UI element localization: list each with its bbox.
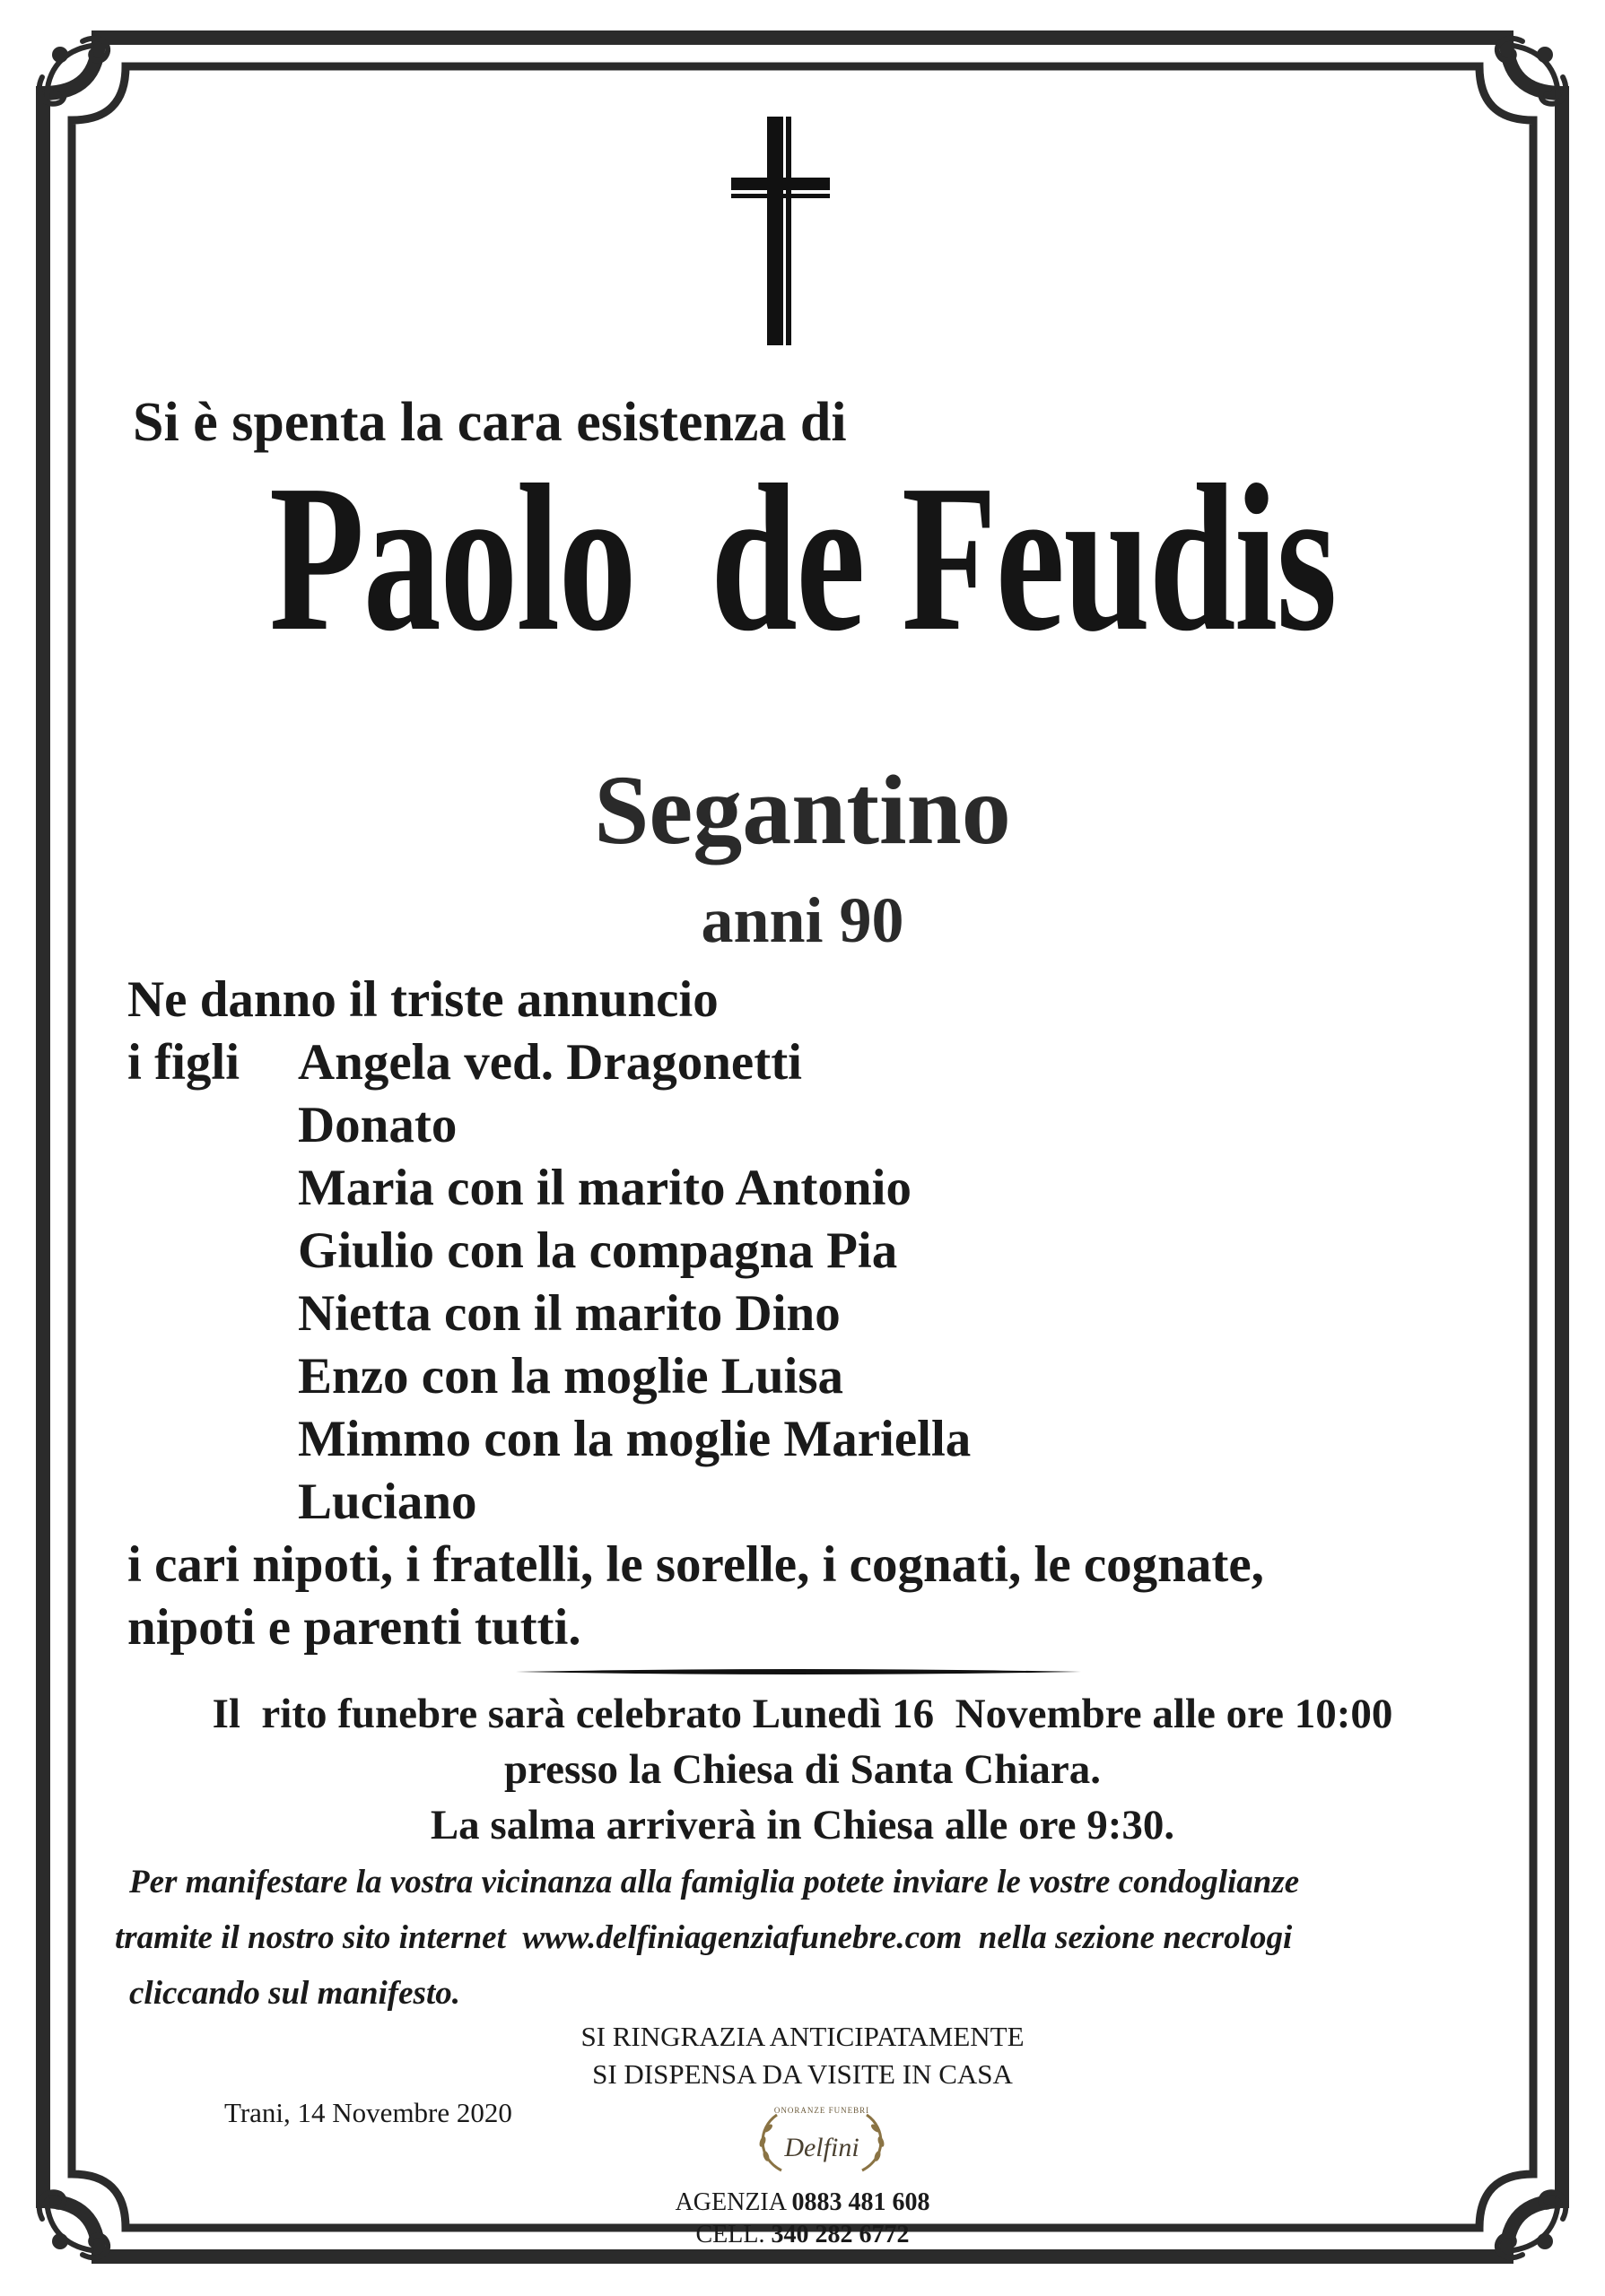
announcement [127, 969, 1264, 1659]
relatives-line: i cari nipoti, i fratelli, le sorelle, i cognati, le cognate, [127, 1536, 1264, 1593]
phone-label: AGENZIA [675, 2188, 786, 2216]
deceased-name: Paolo de Feudis [269, 441, 1336, 674]
thanks-line: SI RINGRAZIA ANTICIPATAMENTE [580, 2021, 1025, 2052]
relatives-line: nipoti e parenti tutti. [127, 1599, 581, 1656]
no-visits-line: SI DISPENSA DA VISITE IN CASA [592, 2058, 1013, 2090]
agency-cell: 340 282 6772 [771, 2221, 910, 2248]
condolences-note [115, 1855, 1299, 2022]
place-date: Trani, 14 Novembre 2020 [224, 2097, 512, 2128]
announcement-opening: Ne danno il triste annuncio [127, 971, 719, 1028]
agency-logo [741, 2106, 903, 2178]
condolences-line: cliccando sul manifesto. [129, 1975, 460, 2012]
children-first-line [127, 1031, 1264, 1094]
children-label: i figli [127, 1034, 240, 1091]
condolences-line: Per manifestare la vostra vicinanza alla famiglia potete inviare le vostre condoglianze [129, 1864, 1300, 1900]
intro-text: Si è spenta la cara esistenza di [133, 392, 847, 453]
cell-label: CELL. [695, 2221, 765, 2248]
child-name: Enzo con la moglie Luisa [298, 1348, 844, 1405]
deceased-age: anni 90 [701, 884, 904, 956]
child-name: Mimmo con la moglie Mariella [298, 1411, 972, 1467]
child-name: Nietta con il marito Dino [298, 1285, 841, 1342]
rite-place-line: presso la Chiesa di Santa Chiara. [503, 1746, 1102, 1793]
rite-arrival-line: La salma arriverà in Chiesa alle ore 9:30. [430, 1802, 1175, 1848]
agency-phone: 0883 481 608 [791, 2188, 930, 2216]
funeral-rite-info [0, 1686, 1605, 1853]
child-name: Luciano [298, 1474, 477, 1530]
cross-icon [731, 117, 830, 350]
corner-ornament-icon [1478, 23, 1576, 122]
child-name: Maria con il marito Antonio [298, 1160, 912, 1216]
logo-tagline: ONORANZE FUNEBRI [773, 2106, 870, 2115]
agency-contacts [0, 2187, 1605, 2251]
corner-ornament-icon [29, 23, 127, 122]
child-name: Angela ved. Dragonetti [298, 1034, 803, 1091]
thanks-note [0, 2018, 1605, 2093]
child-name: Donato [298, 1097, 458, 1153]
condolences-line: tramite il nostro sito internet www.delfiniagenziafunebre.com nella sezione necrologi [115, 1919, 1293, 1956]
child-name: Giulio con la compagna Pia [298, 1222, 898, 1279]
divider [516, 1664, 1081, 1671]
deceased-nickname: Segantino [594, 755, 1011, 865]
logo-name: Delfini [784, 2133, 859, 2162]
rite-date-line: Il rito funebre sarà celebrato Lunedì 16 Novembre alle ore 10:00 [212, 1691, 1393, 1737]
